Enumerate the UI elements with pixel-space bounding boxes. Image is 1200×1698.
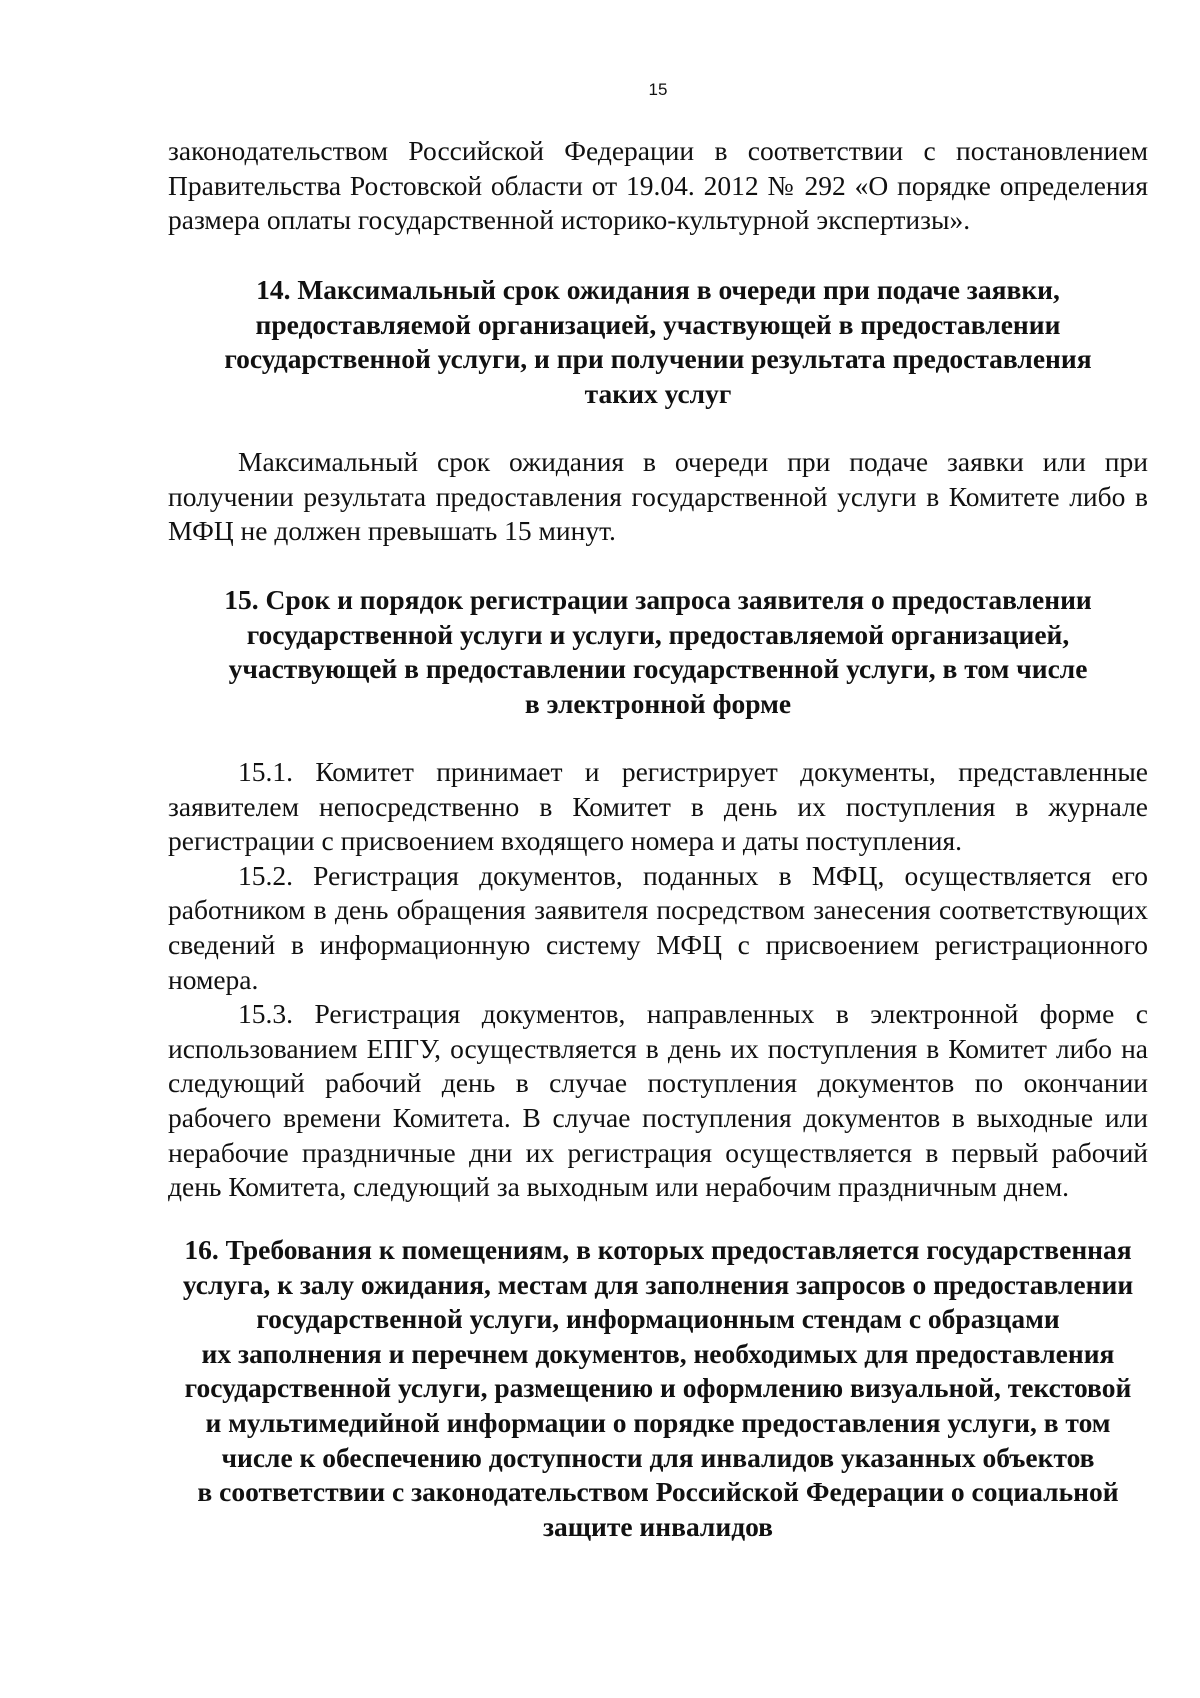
section-15-heading	[168, 583, 1148, 721]
section-14-body	[168, 445, 1148, 549]
paragraph-15-2: 15.2. Регистрация документов, поданных в МФЦ, осуществляется его работником в день обращения заявителя посредством занесения соответствующих сведений в информационную систему МФЦ с присвоением регистрационного номера.	[168, 859, 1148, 995]
section-14-heading	[168, 273, 1148, 411]
page-number: 15	[648, 80, 668, 99]
heading-line: услуга, к залу ожидания, местам для заполнения запросов о предоставлении	[182, 1268, 1134, 1300]
heading-line: защите инвалидов	[542, 1510, 774, 1542]
heading-line: предоставляемой организацией, участвующей в предоставлении	[255, 308, 1061, 340]
section-14-paragraph: Максимальный срок ожидания в очереди при подаче заявки или при получении результата предоставления государственной услуги в Комитете либо в МФЦ не должен превышать 15 минут.	[168, 446, 1148, 547]
paragraph-15-3: 15.3. Регистрация документов, направленных в электронной форме с использованием ЕПГУ, осуществляется в день их поступления в Комитет либо на следующий рабочий день в случае поступления документов по окончании рабочего времени Комитета. В случае поступления документов в выходные или нерабочие праздничные дни их регистрация осуществляется в первый рабочий день Комитета, следующий за выходным или нерабочим праздничным днем.	[168, 998, 1148, 1203]
heading-line: государственной услуги, информационным стендам с образцами	[256, 1303, 1060, 1335]
heading-line: государственной услуги и услуги, предоставляемой организацией,	[246, 618, 1070, 650]
section-15-body	[168, 755, 1148, 1205]
continuation-block	[168, 134, 1148, 238]
heading-line: в соответствии с законодательством Российской Федерации о социальной	[197, 1476, 1119, 1508]
heading-line: в электронной форме	[524, 687, 792, 719]
heading-line: государственной услуги, и при получении результата предоставления	[224, 343, 1092, 375]
heading-line: таких услуг	[584, 377, 732, 409]
section-16-heading	[168, 1233, 1148, 1544]
paragraph-15-1: 15.1. Комитет принимает и регистрирует документы, представленные заявителем непосредственно в Комитет в день их поступления в журнале регистрации с присвоением входящего номера и даты поступления.	[168, 756, 1148, 857]
heading-line: участвующей в предоставлении государственной услуги, в том числе	[228, 653, 1088, 685]
heading-line: 14. Максимальный срок ожидания в очереди при подаче заявки,	[256, 274, 1060, 305]
heading-line: их заполнения и перечнем документов, необходимых для предоставления	[201, 1337, 1115, 1369]
continuation-paragraph: законодательством Российской Федерации в соответствии с постановлением Правительства Ростовской области от 19.04. 2012 № 292 «О порядке определения размера оплаты государственной историко-культурной экспертизы».	[168, 135, 1148, 236]
heading-line: числе к обеспечению доступности для инвалидов указанных объектов	[221, 1441, 1095, 1473]
heading-line: 15. Срок и порядок регистрации запроса заявителя о предоставлении	[224, 584, 1092, 615]
heading-line: 16. Требования к помещениям, в которых предоставляется государственная	[184, 1234, 1132, 1265]
heading-line: государственной услуги, размещению и оформлению визуальной, текстовой	[184, 1372, 1132, 1404]
heading-line: и мультимедийной информации о порядке предоставления услуги, в том	[205, 1406, 1111, 1438]
